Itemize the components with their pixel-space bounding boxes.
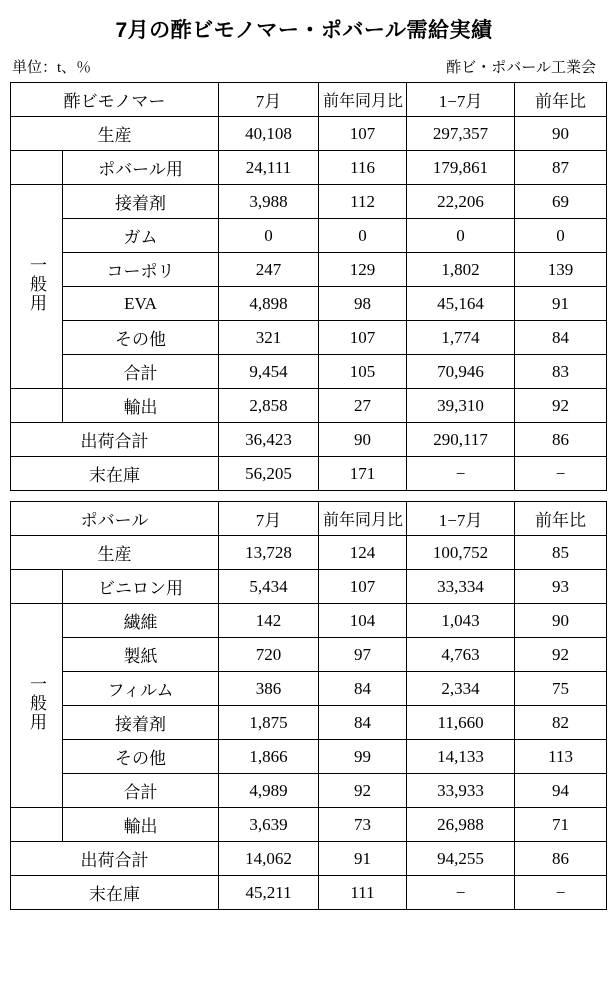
cell-value: 45,164 [407, 287, 515, 321]
table-row [11, 842, 607, 876]
indent-cell [11, 570, 63, 604]
row-label: ビニロン用 [63, 570, 219, 604]
column-header: 1−7月 [407, 502, 515, 536]
cell-value: − [407, 876, 515, 910]
cell-value: 107 [319, 321, 407, 355]
cell-value: 1,875 [219, 706, 319, 740]
cell-value: 13,728 [219, 536, 319, 570]
cell-value: 33,334 [407, 570, 515, 604]
cell-value: 26,988 [407, 808, 515, 842]
cell-value: 142 [219, 604, 319, 638]
document-page [0, 14, 608, 981]
cell-value: 1,043 [407, 604, 515, 638]
column-header: 前年同月比 [319, 83, 407, 117]
cell-value: 321 [219, 321, 319, 355]
cell-value: 99 [319, 740, 407, 774]
row-label: 接着剤 [63, 706, 219, 740]
table-row [11, 117, 607, 151]
table-row [11, 604, 607, 638]
cell-value: 3,639 [219, 808, 319, 842]
cell-value: 94,255 [407, 842, 515, 876]
cell-value: 40,108 [219, 117, 319, 151]
cell-value: 83 [515, 355, 607, 389]
cell-value: 84 [319, 706, 407, 740]
table-row [11, 706, 607, 740]
indent-cell [11, 389, 63, 423]
cell-value: 90 [319, 423, 407, 457]
cell-value: 5,434 [219, 570, 319, 604]
row-label: 出荷合計 [11, 842, 219, 876]
cell-value: − [407, 457, 515, 491]
row-label: コーポリ [63, 253, 219, 287]
row-label: 出荷合計 [11, 423, 219, 457]
table-row [11, 774, 607, 808]
row-label: フィルム [63, 672, 219, 706]
cell-value: 92 [515, 389, 607, 423]
group-label-general [11, 604, 63, 808]
group-label-text: 一般用 [27, 674, 46, 732]
unit-note: 単位：t、％ [12, 60, 92, 76]
table-row [11, 321, 607, 355]
cell-value: 90 [515, 604, 607, 638]
row-label: 繊維 [63, 604, 219, 638]
cell-value: 22,206 [407, 185, 515, 219]
cell-value: 3,988 [219, 185, 319, 219]
indent-cell [11, 808, 63, 842]
column-header: 1−7月 [407, 83, 515, 117]
cell-value: 107 [319, 570, 407, 604]
table-row [11, 253, 607, 287]
table-row [11, 185, 607, 219]
cell-value: 0 [407, 219, 515, 253]
cell-value: 297,357 [407, 117, 515, 151]
cell-value: 386 [219, 672, 319, 706]
cell-value: 171 [319, 457, 407, 491]
cell-value: 69 [515, 185, 607, 219]
table-row [11, 355, 607, 389]
cell-value: 85 [515, 536, 607, 570]
row-label: 合計 [63, 355, 219, 389]
group-label-text: 一般用 [27, 255, 46, 313]
table-row [11, 740, 607, 774]
cell-value: 39,310 [407, 389, 515, 423]
cell-value: 92 [319, 774, 407, 808]
cell-value: 4,989 [219, 774, 319, 808]
cell-value: 82 [515, 706, 607, 740]
cell-value: 124 [319, 536, 407, 570]
cell-value: 107 [319, 117, 407, 151]
table-row [11, 536, 607, 570]
cell-value: 93 [515, 570, 607, 604]
table-row [11, 808, 607, 842]
cell-value: 45,211 [219, 876, 319, 910]
column-header: 酢ビモノマー [11, 83, 219, 117]
table-row [11, 570, 607, 604]
cell-value: 4,763 [407, 638, 515, 672]
row-label: その他 [63, 740, 219, 774]
table-row [11, 287, 607, 321]
column-header: 前年同月比 [319, 502, 407, 536]
cell-value: 105 [319, 355, 407, 389]
table-row [11, 876, 607, 910]
cell-value: 86 [515, 842, 607, 876]
cell-value: 91 [515, 287, 607, 321]
row-label: その他 [63, 321, 219, 355]
cell-value: 112 [319, 185, 407, 219]
page-title: 7月の酢ビモノマー・ポバール需給実績 [115, 19, 493, 42]
column-header: 前年比 [515, 502, 607, 536]
table-pva [10, 501, 607, 910]
cell-value: 14,133 [407, 740, 515, 774]
cell-value: 1,866 [219, 740, 319, 774]
cell-value: 11,660 [407, 706, 515, 740]
row-label: 合計 [63, 774, 219, 808]
cell-value: 1,802 [407, 253, 515, 287]
row-label: 輸出 [63, 808, 219, 842]
cell-value: 90 [515, 117, 607, 151]
subheader [12, 56, 596, 77]
cell-value: 14,062 [219, 842, 319, 876]
cell-value: 111 [319, 876, 407, 910]
cell-value: 84 [515, 321, 607, 355]
cell-value: 2,858 [219, 389, 319, 423]
cell-value: 94 [515, 774, 607, 808]
table-header-row [11, 83, 607, 117]
column-header: ポバール [11, 502, 219, 536]
cell-value: 36,423 [219, 423, 319, 457]
row-label: 接着剤 [63, 185, 219, 219]
row-label: 製紙 [63, 638, 219, 672]
cell-value: 98 [319, 287, 407, 321]
cell-value: 75 [515, 672, 607, 706]
table-row [11, 457, 607, 491]
table-row [11, 638, 607, 672]
cell-value: 97 [319, 638, 407, 672]
cell-value: 84 [319, 672, 407, 706]
cell-value: 9,454 [219, 355, 319, 389]
column-header: 7月 [219, 502, 319, 536]
cell-value: 247 [219, 253, 319, 287]
cell-value: 1,774 [407, 321, 515, 355]
cell-value: 0 [219, 219, 319, 253]
cell-value: 720 [219, 638, 319, 672]
cell-value: 113 [515, 740, 607, 774]
cell-value: 91 [319, 842, 407, 876]
row-label: ガム [63, 219, 219, 253]
row-label: ポバール用 [63, 151, 219, 185]
cell-value: − [515, 876, 607, 910]
table-row [11, 151, 607, 185]
cell-value: 24,111 [219, 151, 319, 185]
cell-value: 139 [515, 253, 607, 287]
cell-value: 4,898 [219, 287, 319, 321]
table-row [11, 389, 607, 423]
row-label: 生産 [11, 536, 219, 570]
cell-value: 2,334 [407, 672, 515, 706]
cell-value: 56,205 [219, 457, 319, 491]
cell-value: 73 [319, 808, 407, 842]
cell-value: − [515, 457, 607, 491]
table-vam [10, 82, 607, 491]
cell-value: 86 [515, 423, 607, 457]
table-separator [10, 491, 598, 501]
column-header: 7月 [219, 83, 319, 117]
cell-value: 92 [515, 638, 607, 672]
row-label: EVA [63, 287, 219, 321]
cell-value: 70,946 [407, 355, 515, 389]
cell-value: 87 [515, 151, 607, 185]
row-label: 輸出 [63, 389, 219, 423]
cell-value: 290,117 [407, 423, 515, 457]
row-label: 生産 [11, 117, 219, 151]
cell-value: 104 [319, 604, 407, 638]
group-label-general [11, 185, 63, 389]
source-note: 酢ビ・ポバール工業会 [446, 60, 596, 76]
cell-value: 116 [319, 151, 407, 185]
row-label: 末在庫 [11, 876, 219, 910]
indent-cell [11, 151, 63, 185]
cell-value: 33,933 [407, 774, 515, 808]
row-label: 末在庫 [11, 457, 219, 491]
cell-value: 0 [515, 219, 607, 253]
table-row [11, 219, 607, 253]
cell-value: 27 [319, 389, 407, 423]
cell-value: 179,861 [407, 151, 515, 185]
table-row [11, 423, 607, 457]
column-header: 前年比 [515, 83, 607, 117]
table-row [11, 672, 607, 706]
table-header-row [11, 502, 607, 536]
cell-value: 71 [515, 808, 607, 842]
cell-value: 129 [319, 253, 407, 287]
cell-value: 0 [319, 219, 407, 253]
cell-value: 100,752 [407, 536, 515, 570]
